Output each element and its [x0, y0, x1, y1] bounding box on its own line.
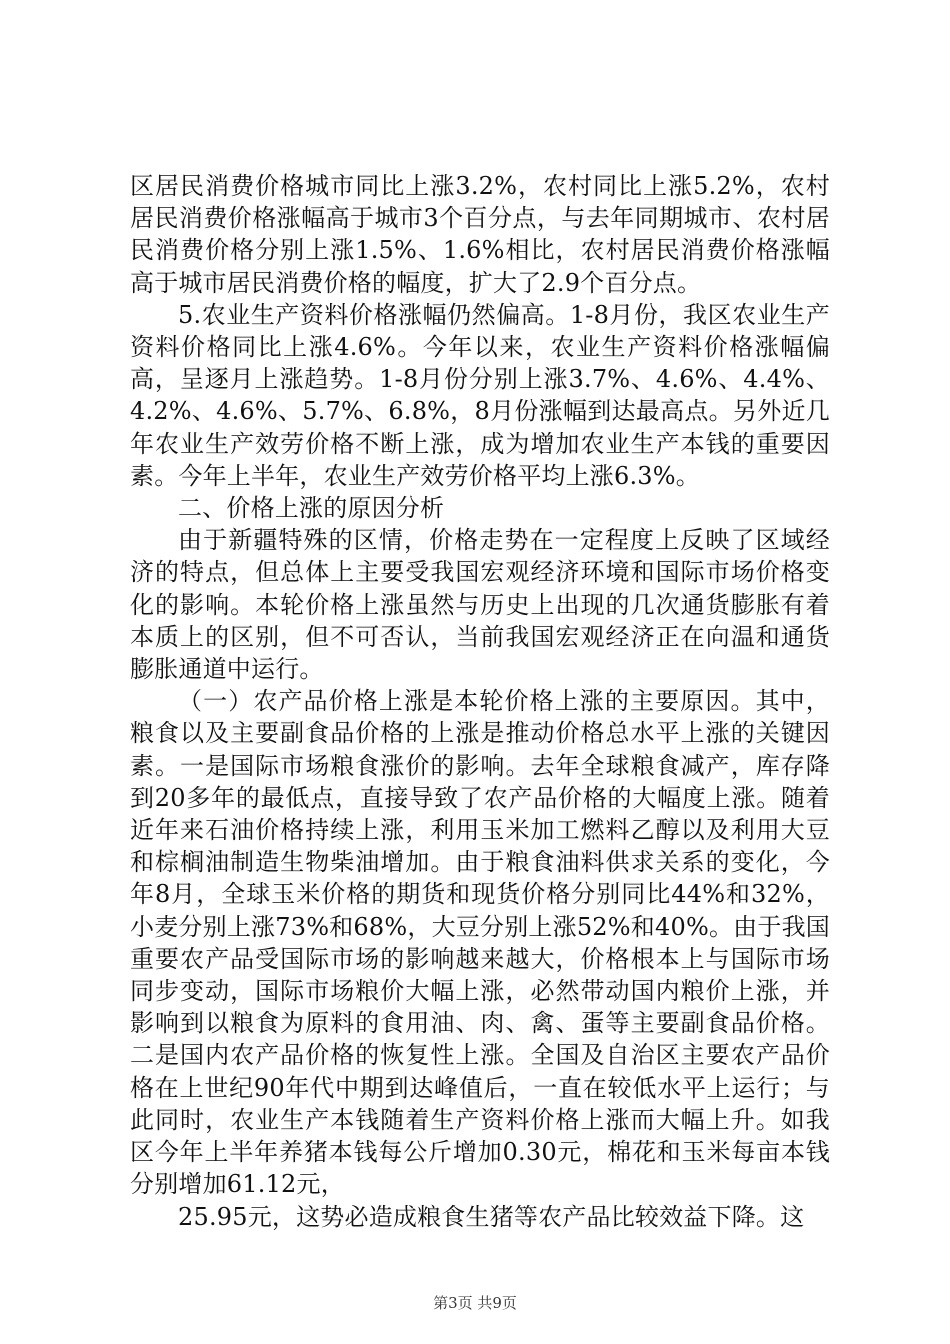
paragraph-4: （一）农产品价格上涨是本轮价格上涨的主要原因。其中，粮食以及主要副食品价格的上涨是推动价格总水平上涨的关键因素。一是国际市场粮食涨价的影响。去年全球粮食减产，库存降到20多年的最低点，直接导致了农产品价格的大幅度上涨。随着近年来石油价格持续上涨，利用玉米加工燃料乙醇以及利用大豆和棕榈油制造生物柴油增加。由于粮食油料供求关系的变化，今年8月，全球玉米价格的期货和现货价格分别同比44%和32%，小麦分别上涨73%和68%，大豆分别上涨52%和40%。由于我国重要农产品受国际市场的影响越来越大，价格根本上与国际市场同步变动，国际市场粮价大幅上涨，必然带动国内粮价上涨，并影响到以粮食为原料的食用油、肉、禽、蛋等主要副食品价格。二是国内农产品价格的恢复性上涨。全国及自治区主要农产品价格在上世纪90年代中期到达峰值后，一直在较低水平上运行；与此同时，农业生产本钱随着生产资料价格上涨而大幅上升。如我区今年上半年养猪本钱每公斤增加0.30元，棉花和玉米每亩本钱分别增加61.12元， [130, 687, 830, 1199]
paragraph-3: 由于新疆特殊的区情，价格走势在一定程度上反映了区域经济的特点，但总体上主要受我国宏观经济环境和国际市场价格变化的影响。本轮价格上涨虽然与历史上出现的几次通货膨胀有着本质上的区别，但不可否认，当前我国宏观经济正在向温和通货膨胀通道中运行。 [130, 526, 830, 684]
document-body [130, 170, 830, 1233]
paragraph-5: 25.95元，这势必造成粮食生猪等农产品比较效益下降。这 [178, 1202, 805, 1231]
paragraph-2: 5.农业生产资料价格涨幅仍然偏高。1-8月份，我区农业生产资料价格同比上涨4.6%。今年以来，农业生产资料价格涨幅偏高，呈逐月上涨趋势。1-8月份分别上涨3.7%、4.6%、4.4%、4.2%、4.6%、5.7%、6.8%，8月份涨幅到达最高点。另外近几年农业生产效劳价格不断上涨，成为增加农业生产本钱的重要因素。今年上半年，农业生产效劳价格平均上涨6.3%。 [130, 300, 830, 490]
section-heading: 二、价格上涨的原因分析 [178, 494, 445, 523]
page-number-footer: 第3页 共9页 [433, 1294, 517, 1312]
paragraph-1: 区居民消费价格城市同比上涨3.2%，农村同比上涨5.2%，农村居民消费价格涨幅高于城市3个百分点，与去年同期城市、农村居民消费价格分别上涨1.5%、1.6%相比，农村居民消费价格涨幅高于城市居民消费价格的幅度，扩大了2.9个百分点。 [130, 172, 830, 297]
